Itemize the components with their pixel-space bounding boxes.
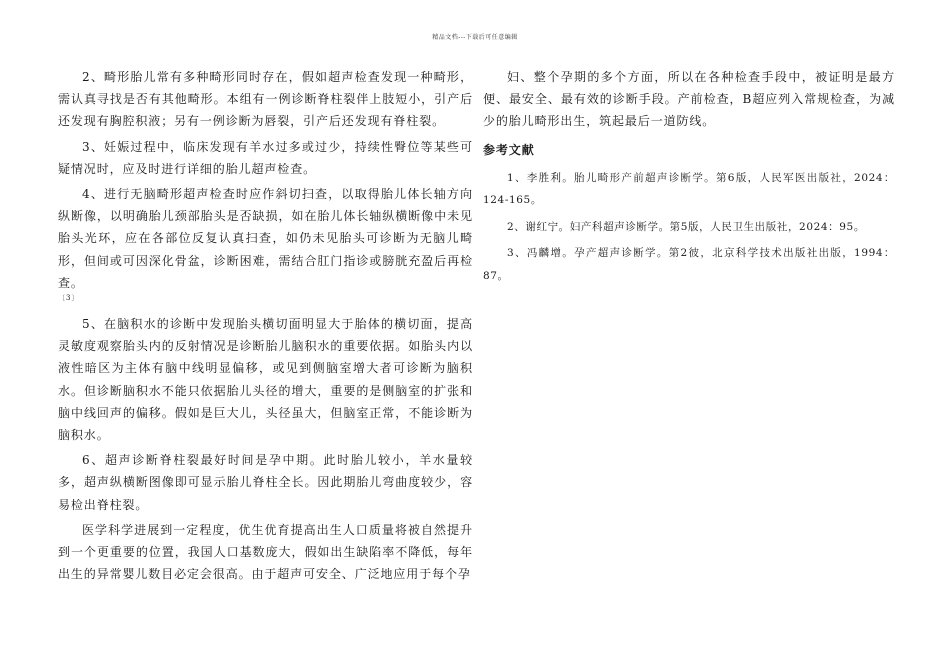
citation-marker: 〔3〕 [58,294,80,303]
paragraph-6: 6、超声诊断脊柱裂最好时间是孕中期。此时胎儿较小，羊水量较多，超声纵横断图像即可显示胎儿脊柱全长。因此期胎儿弯曲度较少，容易检出脊柱裂。 [58,453,473,512]
reference-item: 3、冯麟增。孕产超声诊断学。第2彼，北京科学技术出版社出版，1994：87。 [483,247,895,282]
references-list [483,167,895,288]
page-header: 精品文档---下载后可任意编辑 [432,34,518,41]
right-column [483,66,895,291]
references-heading: 参考文献 [483,142,535,157]
paragraph-5: 5、在脑积水的诊断中发现胎头横切面明显大于胎体的横切面，提高灵敏度观察胎头内的反射情况是诊断胎儿脑积水的重要依据。如胎头内以液性暗区为主体有脑中线明显偏移，或见到侧脑室增大者可诊断为脑积水。但诊断脑积水不能只依据胎儿头径的增大，重要的是侧脑室的扩张和脑中线回声的偏移。假如是巨大儿，头径虽大，但脑室正常，不能诊断为脑积水。 [58,317,473,443]
reference-item: 2、谢红宁。妇产科超声诊断学。第5版，人民卫生出版社，2024：95。 [507,220,865,233]
reference-item: 1、李胜利。胎儿畸形产前超声诊断学。第6版，人民军医出版社，2024：124-165。 [483,171,895,207]
paragraph-conclusion: 医学科学进展到一定程度，优生优育提高出生人口质量将被自然提升到一个更重要的位置，我国人口基数庞大，假如出生缺陷率不降低，每年出生的异常婴儿数目必定会很高。由于超声可安全、广泛地应用于每个孕 [58,522,473,582]
paragraph-conclusion-continued: 妇、整个孕期的多个方面，所以在各种检查手段中，被证明是最方便、最安全、最有效的诊断手段。产前检查，B超应列入常规检查，为减少的胎儿畸形出生，筑起最后一道防线。 [483,70,895,129]
paragraph-3: 3、妊娠过程中，临床发现有羊水过多或过少，持续性臀位等某些可疑情况时，应及时进行详细的胎儿超声检查。 [58,139,473,176]
left-column [58,66,473,588]
paragraph-4: 4、进行无脑畸形超声检查时应作斜切扫查，以取得胎儿体长轴方向纵断像，以明确胎儿颈部胎头是否缺损，如在胎儿体长轴纵横断像中未见胎头光环，应在各部位反复认真扫查，如仍未见胎头可诊断为无脑儿畸形，但间或可因深化骨盆，诊断困难，需结合肛门指诊或膀胱充盈后再检查。 [58,187,473,290]
paragraph-2: 2、畸形胎儿常有多种畸形同时存在，假如超声检查发现一种畸形，需认真寻找是否有其他畸形。本组有一例诊断脊柱裂伴上肢短小，引产后还发现有胸腔积液；另有一例诊断为唇裂，引产后还发现有脊柱裂。 [58,70,473,129]
